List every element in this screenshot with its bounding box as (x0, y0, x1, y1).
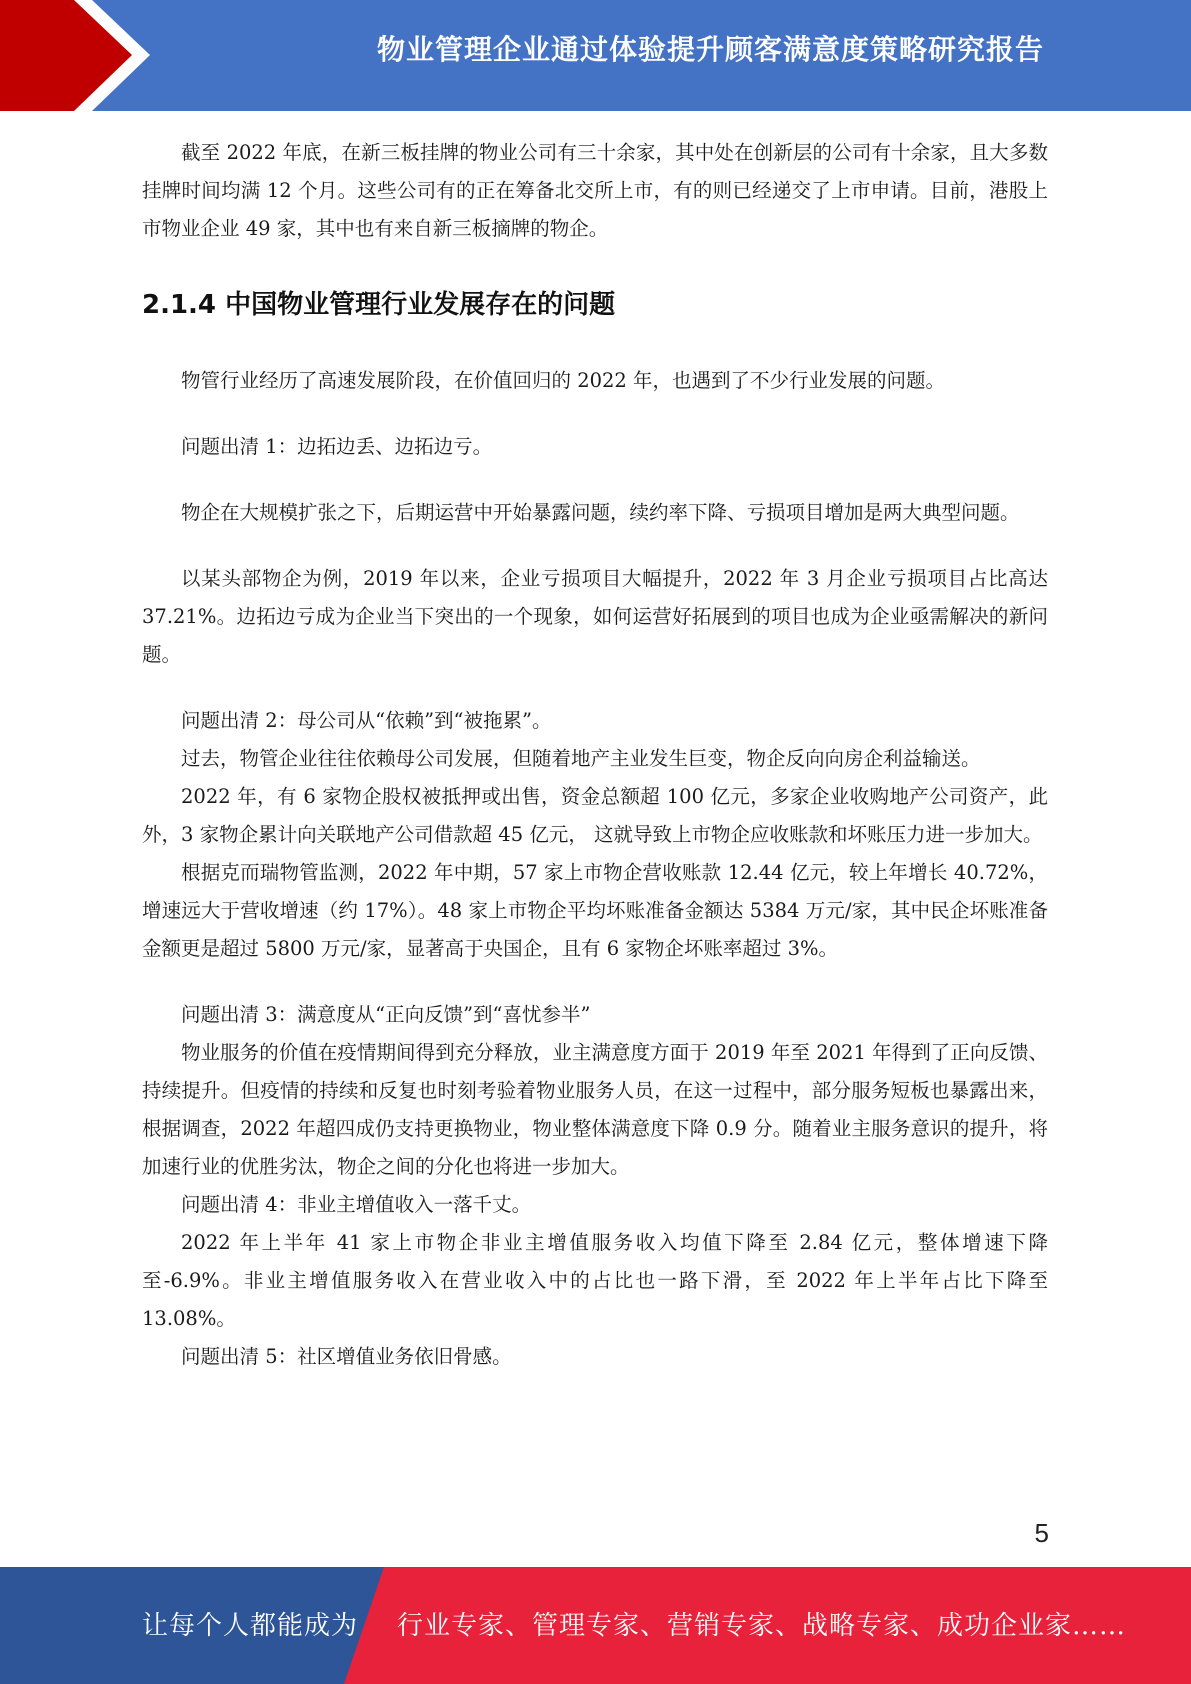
document-title: 物业管理企业通过体验提升顾客满意度策略研究报告 (376, 33, 1044, 66)
paragraph: 以某头部物企为例，2019 年以来，企业亏损项目大幅提升，2022 年 3 月企业亏损项目占比高达 37.21%。边拓边亏成为企业当下突出的一个现象，如何运营好拓展到的项目也成为企业亟需解决的新问题。 (142, 567, 1048, 666)
footer-slogan-left: 让每个人都能成为 (142, 1611, 359, 1641)
problem-heading-2: 问题出清 2：母公司从“依赖”到“被拖累”。 (181, 709, 552, 732)
intro-paragraph: 截至 2022 年底，在新三板挂牌的物业公司有三十余家，其中处在创新层的公司有十余家，且大多数挂牌时间均满 12 个月。这些公司有的正在筹备北交所上市，有的则已经递交了上市申请。目前，港股上市物业企业 49 家，其中也有来自新三板摘牌的物企。 (142, 141, 1048, 240)
paragraph: 2022 年上半年 41 家上市物企非业主增值服务收入均值下降至 2.84 亿元，整体增速下降至-6.9%。非业主增值服务收入在营业收入中的占比也一路下滑，至 2022 年上半年占比下降至 13.08%。 (142, 1231, 1048, 1330)
footer-slogan-right: 行业专家、管理专家、营销专家、战略专家、成功企业家…… (397, 1611, 1127, 1641)
paragraph: 物企在大规模扩张之下，后期运营中开始暴露问题，续约率下降、亏损项目增加是两大典型问题。 (181, 501, 1020, 524)
page-footer (0, 1567, 1191, 1684)
paragraph: 过去，物管企业往往依赖母公司发展，但随着地产主业发生巨变，物企反向向房企利益输送。 (181, 747, 981, 770)
problem-heading-1: 问题出清 1：边拓边丢、边拓边亏。 (181, 435, 493, 458)
paragraph: 物管行业经历了高速发展阶段，在价值回归的 2022 年，也遇到了不少行业发展的问题。 (181, 369, 946, 392)
paragraph: 物业服务的价值在疫情期间得到充分释放，业主满意度方面于 2019 年至 2021 年得到了正向反馈、持续提升。但疫情的持续和反复也时刻考验着物业服务人员，在这一过程中，部分服务短板也暴露出来，根据调查，2022 年超四成仍支持更换物业，物业整体满意度下降 0.9 分。随着业主服务意识的提升，将加速行业的优胜劣汰，物企之间的分化也将进一步加大。 (142, 1041, 1048, 1178)
problem-heading-4: 问题出清 4：非业主增值收入一落千丈。 (181, 1193, 532, 1216)
header-arrow-icon (0, 0, 160, 111)
paragraph: 根据克而瑞物管监测，2022 年中期，57 家上市物企营收账款 12.44 亿元，较上年增长 40.72%，增速远大于营收增速（约 17%）。48 家上市物企平均坏账准备金额达 5384 万元/家，其中民企坏账准备金额更是超过 5800 万元/家，显著高于央国企，且有 6 家物企坏账率超过 3%。 (142, 861, 1048, 960)
problem-heading-3: 问题出清 3：满意度从“正向反馈”到“喜忧参半” (181, 1003, 591, 1026)
section-heading: 2.1.4 中国物业管理行业发展存在的问题 (142, 290, 616, 320)
page-content (142, 134, 1048, 1376)
page-number: 5 (1034, 1518, 1049, 1548)
page-header (0, 0, 1191, 111)
problem-heading-5: 问题出清 5：社区增值业务依旧骨感。 (181, 1345, 512, 1368)
paragraph: 2022 年，有 6 家物企股权被抵押或出售，资金总额超 100 亿元，多家企业收购地产公司资产，此外，3 家物企累计向关联地产公司借款超 45 亿元， 这就导致上市物企应收账款和坏账压力进一步加大。 (142, 785, 1048, 846)
